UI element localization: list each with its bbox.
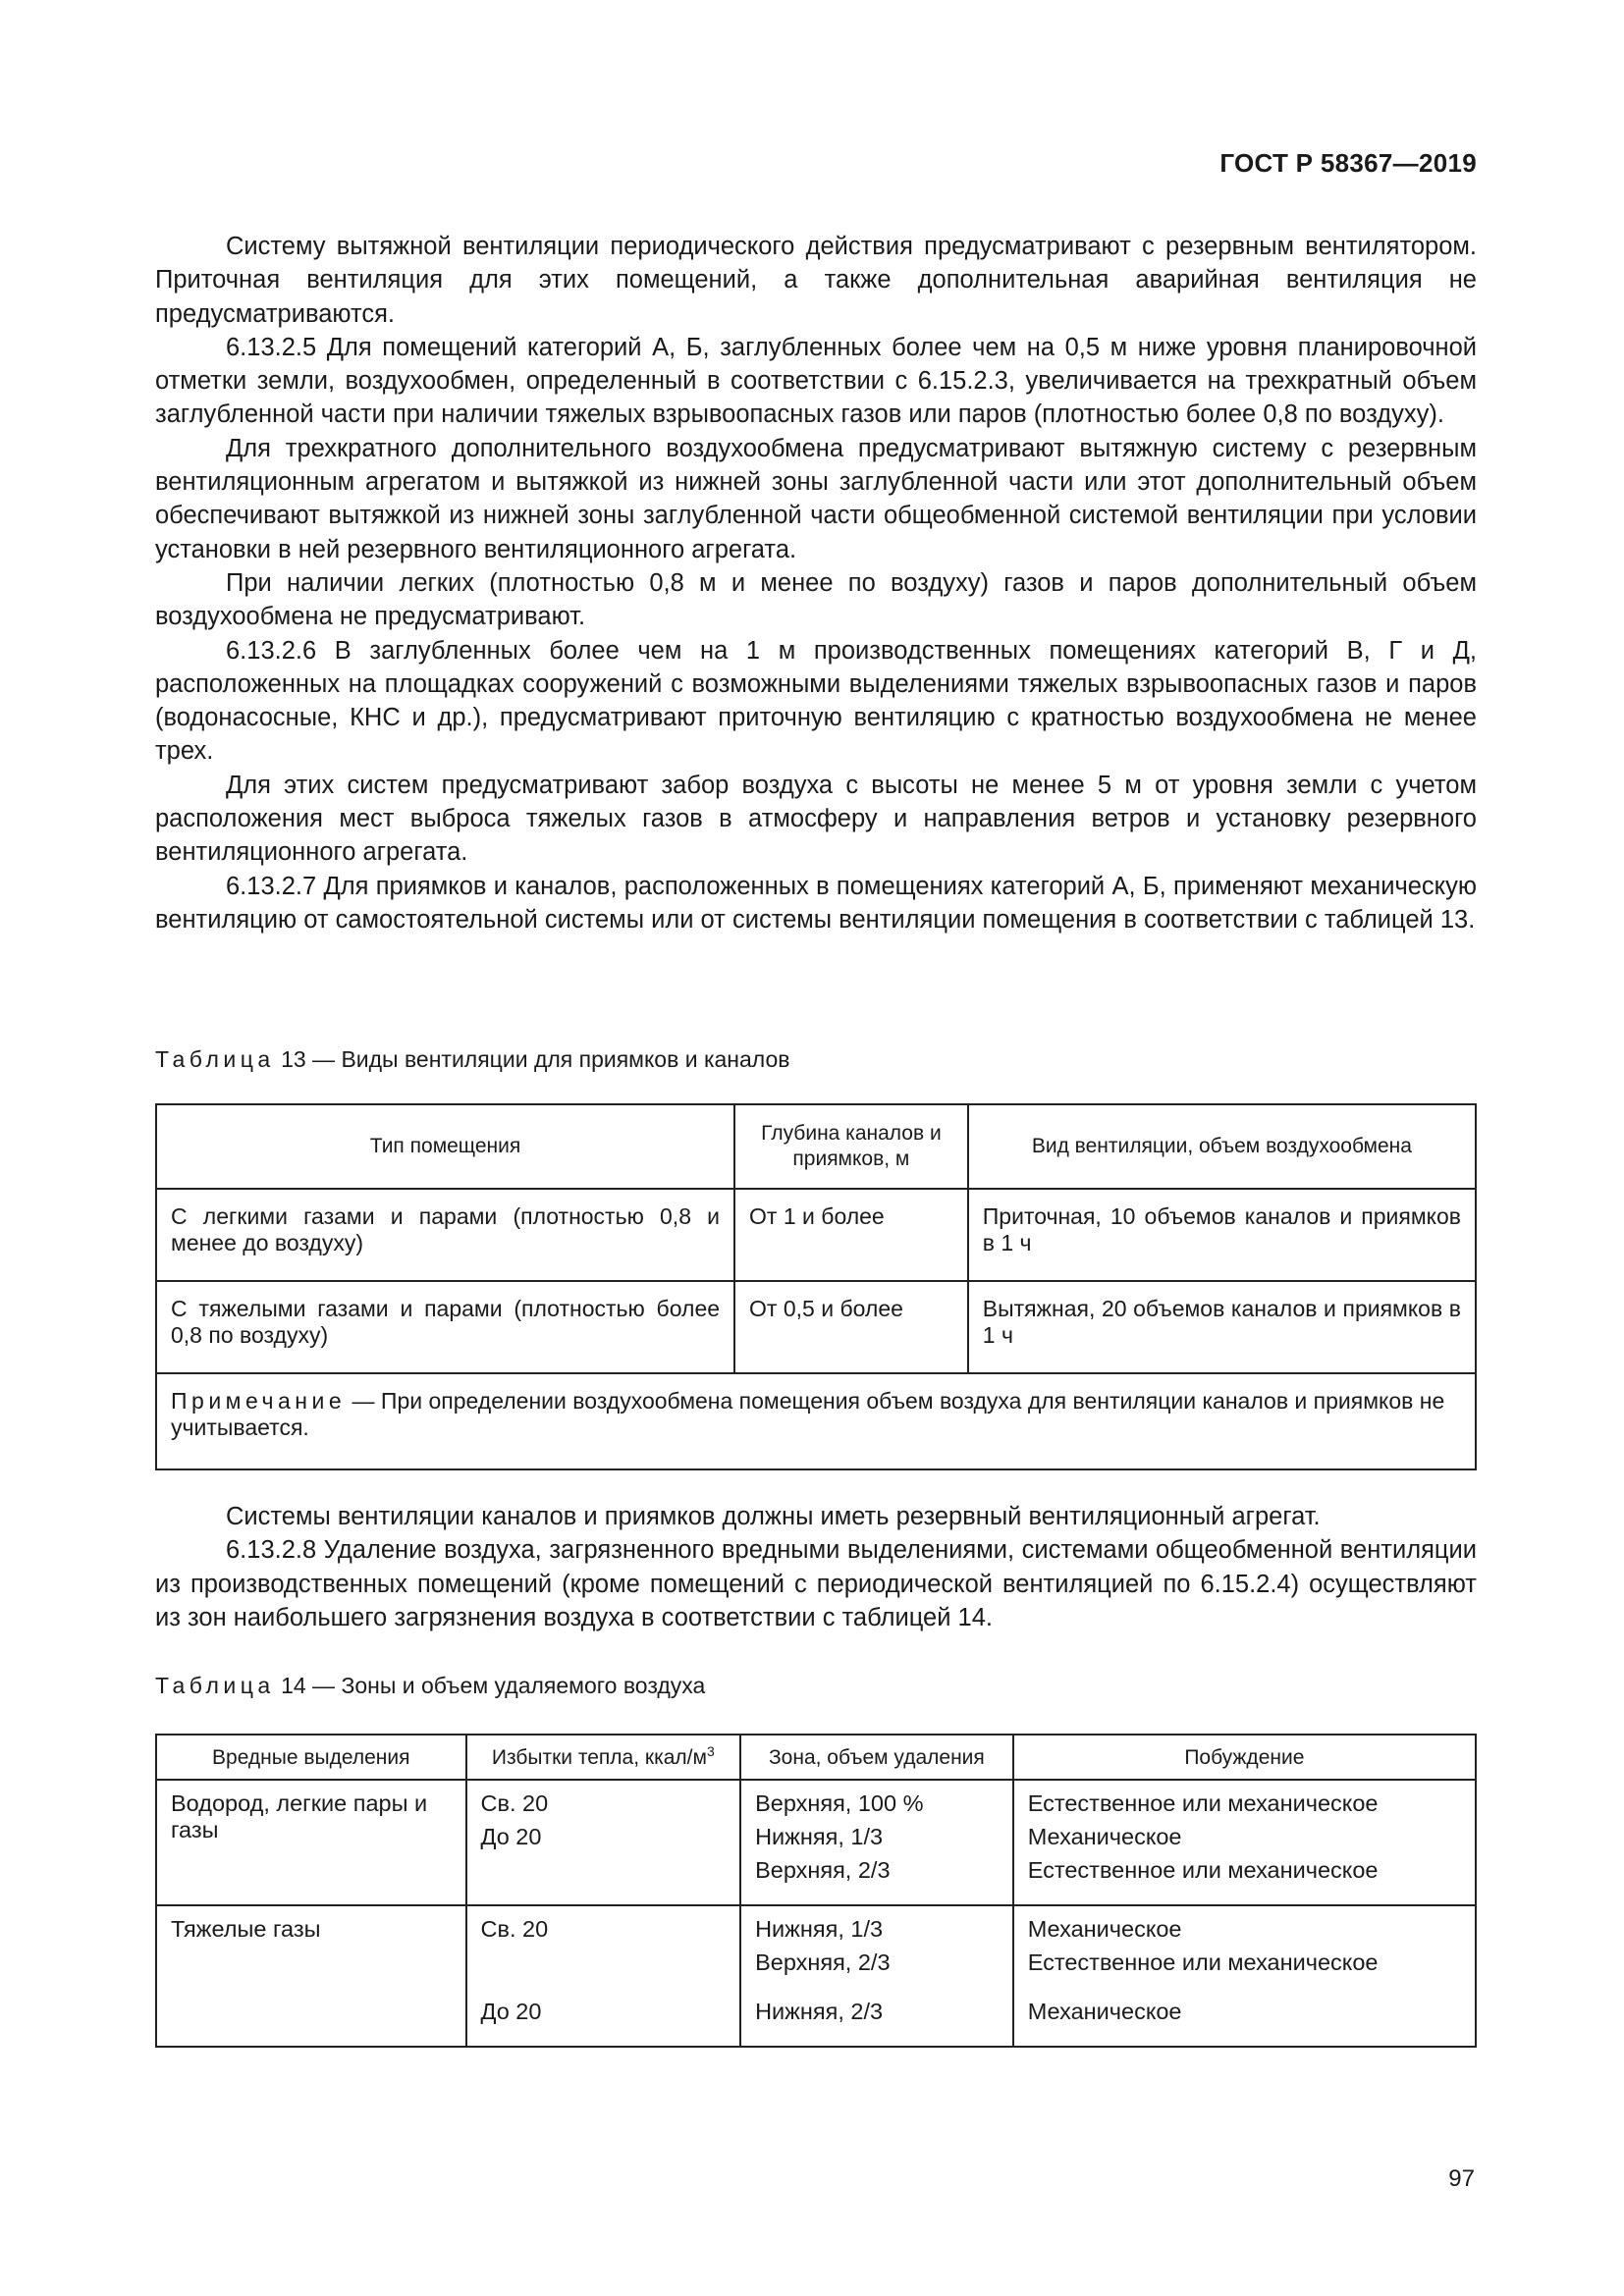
table-13-caption [155, 1046, 790, 1073]
table-14 [155, 1734, 1477, 2048]
cell-spacer [481, 1983, 727, 1999]
paragraph: Для этих систем предусматривают забор воздуха с высоты не менее 5 м от уровня земли с учетом расположения мест выброса тяжелых газов в атмосферу и направления ветров и установку резервного вентиляционного агрегата. [155, 771, 1477, 867]
paragraph: Системы вентиляции каналов и приямков должны иметь резервный вентиляционный агрегат. [226, 1503, 1321, 1530]
table-header-row [156, 1104, 1476, 1189]
header-text: Избытки тепла, ккал/м [491, 1745, 707, 1769]
table-cell: Приточная, 10 объемов каналов и приямков в 1 ч [968, 1189, 1476, 1281]
cell-line: До 20 [480, 1999, 542, 2024]
cell-line: Механическое [1027, 1999, 1182, 2024]
cell-line: Естественное или механическое [1027, 1949, 1379, 1975]
column-header: Побуждение [1013, 1735, 1476, 1780]
paragraph: При наличии легких (плотностью 0,8 м и менее по воздуху) газов и паров дополнительный объем воздухообмена не предусматривают. [155, 568, 1477, 631]
table-row [156, 1281, 1476, 1373]
column-header: Зона, объем удаления [740, 1735, 1013, 1780]
column-header: Тип помещения [156, 1104, 734, 1189]
table-cell [466, 1905, 741, 2047]
note-label: Примечание [171, 1388, 347, 1414]
table-cell [740, 1905, 1013, 2047]
paragraph: Систему вытяжной вентиляции периодического действия предусматривают с резервным вентилятором. Приточная вентиляция для этих помещений, а также дополнительная аварийная вентиляция не предусматриваются. [155, 233, 1477, 328]
paragraph: 6.13.2.5 Для помещений категорий А, Б, заглубленных более чем на 0,5 м ниже уровня планировочной отметки земли, воздухообмен, определенный в соответствии с 6.15.2.3, увеличивается на трехкратный объем заглубленной части при наличии тяжелых взрывоопасных газов или паров (плотностью более 0,8 по воздуху). [155, 333, 1477, 429]
table-cell: От 1 и более [734, 1189, 968, 1281]
cell-line: Верхняя, 2/3 [755, 1949, 891, 1975]
cell-spacer [481, 1949, 727, 1983]
table-cell: С легкими газами и парами (плотностью 0,8 и менее до воздуху) [156, 1189, 734, 1281]
body-text-block-1 [155, 230, 1477, 936]
table-header-row [156, 1735, 1476, 1780]
cell-spacer [1028, 1983, 1461, 1999]
table-caption-label: Таблица [155, 1673, 275, 1698]
paragraph: Для трехкратного дополнительного воздухообмена предусматривают вытяжную систему с резервным вентиляционным агрегатом и вытяжкой из нижней зоны заглубленной части или этот дополнительный объем обеспечивают вытяжкой из нижней зоны заглубленной части общеобменной системой вентиляции при условии установки в ней резервного вентиляционного агрегата. [155, 434, 1477, 563]
cell-line: Нижняя, 2/3 [755, 1999, 884, 2024]
cell-line: Нижняя, 1/3 [755, 1916, 884, 1942]
cell-line: Св. 20 [480, 1916, 549, 1942]
table-cell [1013, 1780, 1476, 1905]
cell-line: Механическое [1027, 1916, 1182, 1942]
table-cell: От 0,5 и более [734, 1281, 968, 1373]
page-number: 97 [1448, 2165, 1475, 2192]
paragraph: 6.13.2.8 Удаление воздуха, загрязненного вредными выделениями, системами общеобменной вентиляции из производственных помещений (кроме помещений с периодической вентиляцией по 6.15.2.4) осуществляют из зон наибольшего загрязнения воздуха в соответствии с таблицей 14. [155, 1536, 1477, 1631]
cell-line: Механическое [1027, 1824, 1182, 1849]
table-row [156, 1905, 1476, 2047]
note-text: — При определении воздухообмена помещения объем воздуха для вентиляции каналов и приямков не учитывается. [171, 1388, 1445, 1440]
table-cell: С тяжелыми газами и парами (плотностью более 0,8 по воздуху) [156, 1281, 734, 1373]
table-cell [1013, 1905, 1476, 2047]
column-header [466, 1735, 741, 1780]
table-13 [155, 1103, 1477, 1470]
cell-line: Верхняя, 100 % [755, 1790, 924, 1816]
document-code: ГОСТ Р 58367—2019 [1219, 148, 1477, 178]
cell-line: Естественное или механическое [1027, 1790, 1379, 1816]
table-caption-text: 13 — Виды вентиляции для приямков и каналов [281, 1046, 790, 1072]
table-caption-label: Таблица [155, 1046, 275, 1072]
table-row [156, 1189, 1476, 1281]
column-header: Вредные выделения [156, 1735, 466, 1780]
table-cell: Вытяжная, 20 объемов каналов и приямков в 1 ч [968, 1281, 1476, 1373]
cell-spacer [755, 1983, 999, 1999]
cell-line: До 20 [480, 1824, 542, 1849]
table-14-caption [155, 1673, 705, 1699]
column-header: Глубина каналов и приямков, м [734, 1104, 968, 1189]
paragraph: 6.13.2.6 В заглубленных более чем на 1 м производственных помещениях категорий В, Г и Д, расположенных на площадках сооружений с возможными выделениями тяжелых взрывоопасных газов и паров (водонасосные, КНС и др.), предусматривают приточную вентиляцию с кратностью воздухообмена не менее трех. [155, 636, 1477, 766]
table-row [156, 1780, 1476, 1905]
column-header: Вид вентиляции, объем воздухообмена [968, 1104, 1476, 1189]
table-cell: Водород, легкие пары и газы [156, 1780, 466, 1905]
table-caption-text: 14 — Зоны и объем удаляемого воздуха [281, 1673, 706, 1698]
body-text-block-2 [155, 1500, 1477, 1634]
table-cell [740, 1780, 1013, 1905]
cell-line: Св. 20 [480, 1790, 549, 1816]
table-cell: Тяжелые газы [156, 1905, 466, 2047]
cell-line: Нижняя, 1/3 [755, 1824, 884, 1849]
table-note [156, 1373, 1476, 1469]
paragraph: 6.13.2.7 Для приямков и каналов, расположенных в помещениях категорий А, Б, применяют механическую вентиляцию от самостоятельной системы или от системы вентиляции помещения в соответствии с таблицей 13. [155, 872, 1477, 934]
table-cell [466, 1780, 741, 1905]
header-superscript: 3 [706, 1742, 715, 1759]
table-note-row [156, 1373, 1476, 1469]
cell-line: Естественное или механическое [1027, 1857, 1379, 1883]
cell-line: Верхняя, 2/3 [755, 1857, 891, 1883]
